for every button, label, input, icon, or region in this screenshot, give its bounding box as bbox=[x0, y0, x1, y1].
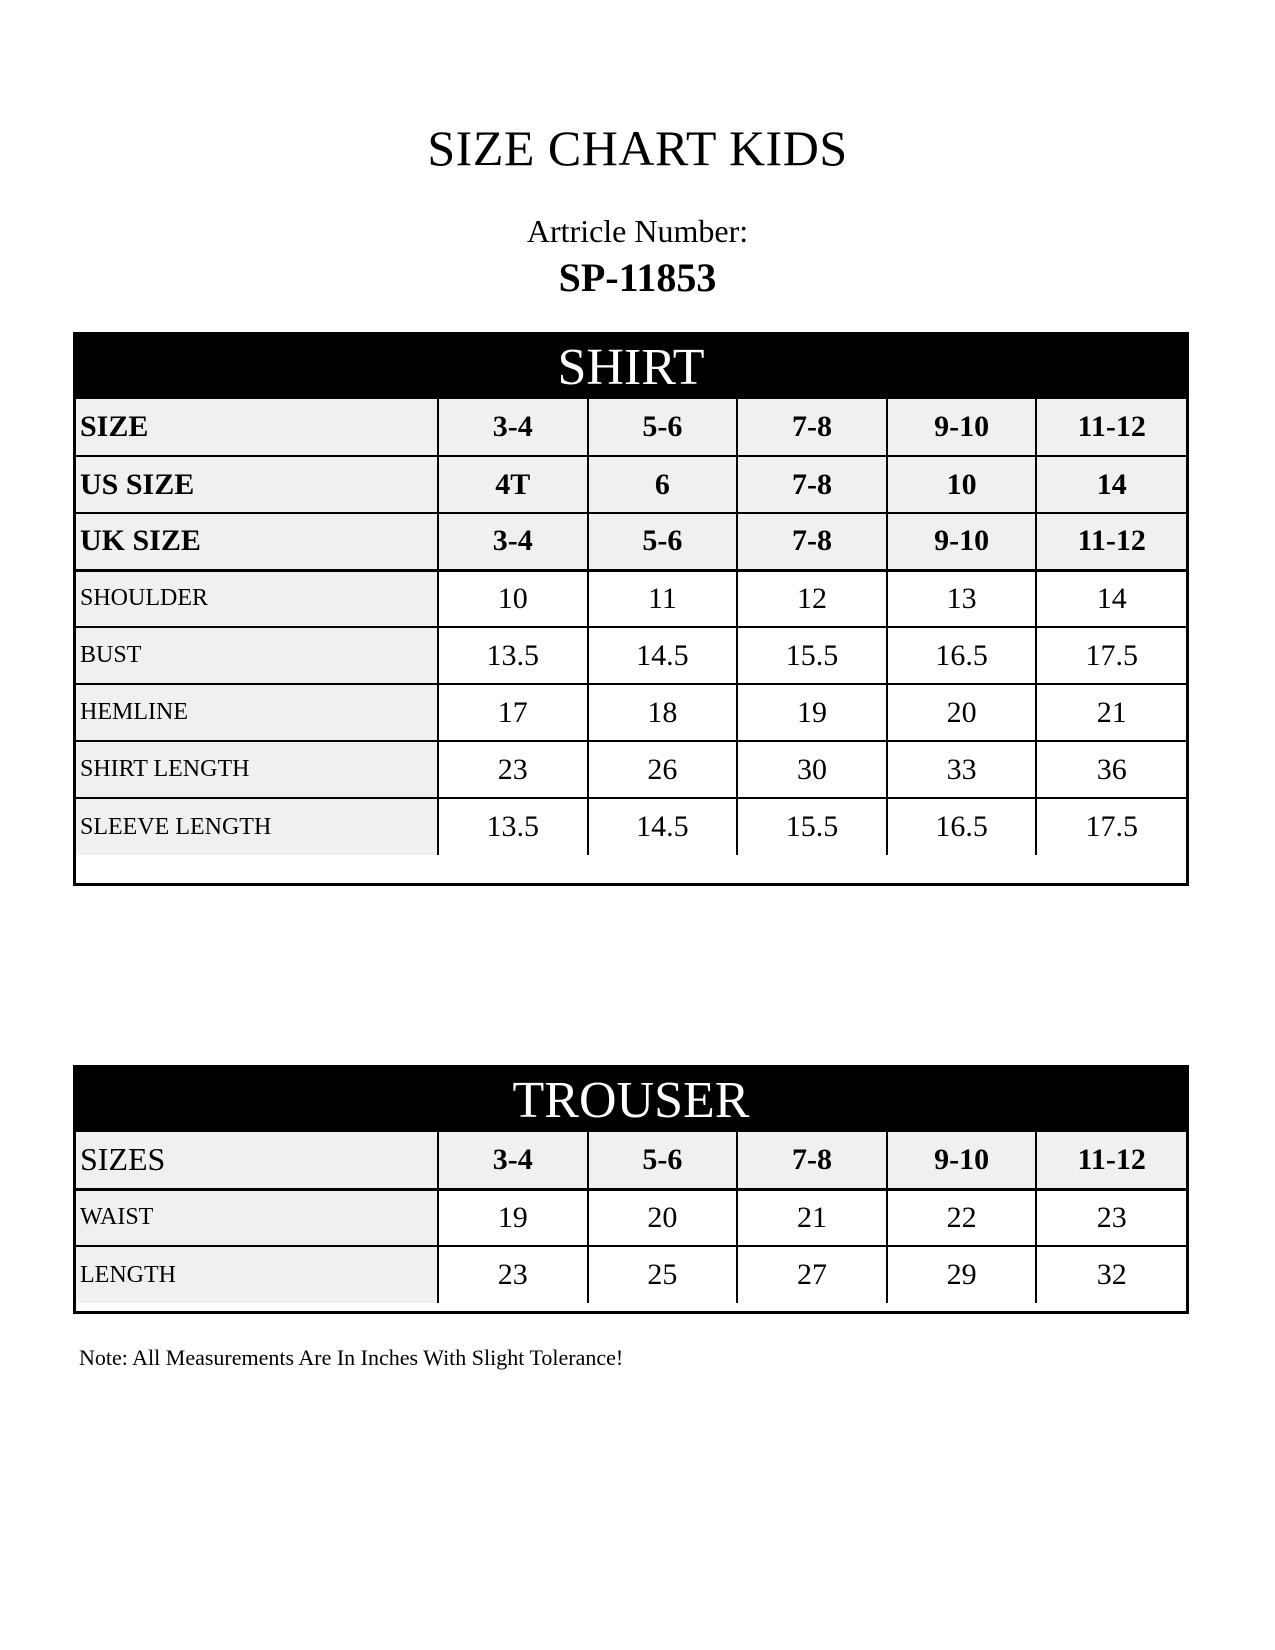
table-cell: 13.5 bbox=[438, 798, 588, 855]
table-cell: 11 bbox=[588, 570, 738, 627]
row-label: SLEEVE LENGTH bbox=[76, 798, 438, 855]
table-cell: 14 bbox=[1036, 456, 1186, 513]
measurement-row bbox=[76, 627, 1186, 684]
table-cell: 6 bbox=[588, 456, 738, 513]
shirt-table-grid bbox=[76, 399, 1186, 855]
table-cell: 17 bbox=[438, 684, 588, 741]
table-cell: 11-12 bbox=[1036, 399, 1186, 456]
table-cell: 23 bbox=[438, 741, 588, 798]
table-cell: 10 bbox=[887, 456, 1037, 513]
table-cell: 4T bbox=[438, 456, 588, 513]
size-row bbox=[76, 456, 1186, 513]
table-cell: 7-8 bbox=[737, 513, 887, 570]
row-label: US SIZE bbox=[76, 456, 438, 513]
trouser-table-heading: TROUSER bbox=[76, 1068, 1186, 1132]
row-label: SIZES bbox=[76, 1132, 438, 1189]
shirt-size-table bbox=[73, 332, 1189, 886]
table-cell: 29 bbox=[887, 1246, 1037, 1303]
trouser-size-table bbox=[73, 1065, 1189, 1314]
table-cell: 23 bbox=[1036, 1189, 1186, 1246]
row-label: UK SIZE bbox=[76, 513, 438, 570]
row-label: SIZE bbox=[76, 399, 438, 456]
measurement-row bbox=[76, 798, 1186, 855]
table-cell: 7-8 bbox=[737, 456, 887, 513]
table-cell: 15.5 bbox=[737, 798, 887, 855]
table-cell: 23 bbox=[438, 1246, 588, 1303]
size-row bbox=[76, 399, 1186, 456]
table-cell: 9-10 bbox=[887, 1132, 1037, 1189]
measurement-note: Note: All Measurements Are In Inches With Slight Tolerance! bbox=[79, 1345, 624, 1370]
shirt-table-heading: SHIRT bbox=[76, 335, 1186, 399]
measurement-row bbox=[76, 570, 1186, 627]
table-cell: 21 bbox=[737, 1189, 887, 1246]
table-cell: 25 bbox=[588, 1246, 738, 1303]
page-title: SIZE CHART KIDS bbox=[427, 120, 848, 176]
table-cell: 22 bbox=[887, 1189, 1037, 1246]
row-label: SHOULDER bbox=[76, 570, 438, 627]
table-cell: 27 bbox=[737, 1246, 887, 1303]
table-cell: 3-4 bbox=[438, 399, 588, 456]
table-cell: 9-10 bbox=[887, 513, 1037, 570]
table-cell: 5-6 bbox=[588, 513, 738, 570]
table-cell: 11-12 bbox=[1036, 1132, 1186, 1189]
row-label: BUST bbox=[76, 627, 438, 684]
table-cell: 10 bbox=[438, 570, 588, 627]
table-cell: 7-8 bbox=[737, 399, 887, 456]
table-cell: 7-8 bbox=[737, 1132, 887, 1189]
row-label: SHIRT LENGTH bbox=[76, 741, 438, 798]
table-cell: 14.5 bbox=[588, 798, 738, 855]
row-label: LENGTH bbox=[76, 1246, 438, 1303]
table-cell: 14 bbox=[1036, 570, 1186, 627]
measurement-row bbox=[76, 684, 1186, 741]
table-cell: 3-4 bbox=[438, 513, 588, 570]
measurement-row bbox=[76, 1246, 1186, 1303]
table-cell: 17.5 bbox=[1036, 627, 1186, 684]
table-cell: 13.5 bbox=[438, 627, 588, 684]
measurement-row bbox=[76, 741, 1186, 798]
table-cell: 19 bbox=[438, 1189, 588, 1246]
article-number-label: Artricle Number: bbox=[526, 213, 749, 249]
table-cell: 11-12 bbox=[1036, 513, 1186, 570]
table-cell: 14.5 bbox=[588, 627, 738, 684]
table-cell: 18 bbox=[588, 684, 738, 741]
table-cell: 3-4 bbox=[438, 1132, 588, 1189]
table-cell: 5-6 bbox=[588, 399, 738, 456]
table-cell: 20 bbox=[887, 684, 1037, 741]
trouser-table-grid bbox=[76, 1132, 1186, 1303]
table-cell: 26 bbox=[588, 741, 738, 798]
row-label: HEMLINE bbox=[76, 684, 438, 741]
article-number: SP-11853 bbox=[558, 255, 717, 300]
table-cell: 32 bbox=[1036, 1246, 1186, 1303]
table-cell: 33 bbox=[887, 741, 1037, 798]
table-cell: 5-6 bbox=[588, 1132, 738, 1189]
table-cell: 30 bbox=[737, 741, 887, 798]
table-cell: 16.5 bbox=[887, 627, 1037, 684]
row-label: WAIST bbox=[76, 1189, 438, 1246]
table-cell: 16.5 bbox=[887, 798, 1037, 855]
table-cell: 17.5 bbox=[1036, 798, 1186, 855]
measurement-row bbox=[76, 1189, 1186, 1246]
table-cell: 21 bbox=[1036, 684, 1186, 741]
table-cell: 15.5 bbox=[737, 627, 887, 684]
table-cell: 12 bbox=[737, 570, 887, 627]
size-row bbox=[76, 1132, 1186, 1189]
size-row bbox=[76, 513, 1186, 570]
table-cell: 13 bbox=[887, 570, 1037, 627]
table-cell: 20 bbox=[588, 1189, 738, 1246]
table-cell: 36 bbox=[1036, 741, 1186, 798]
table-cell: 19 bbox=[737, 684, 887, 741]
table-cell: 9-10 bbox=[887, 399, 1037, 456]
